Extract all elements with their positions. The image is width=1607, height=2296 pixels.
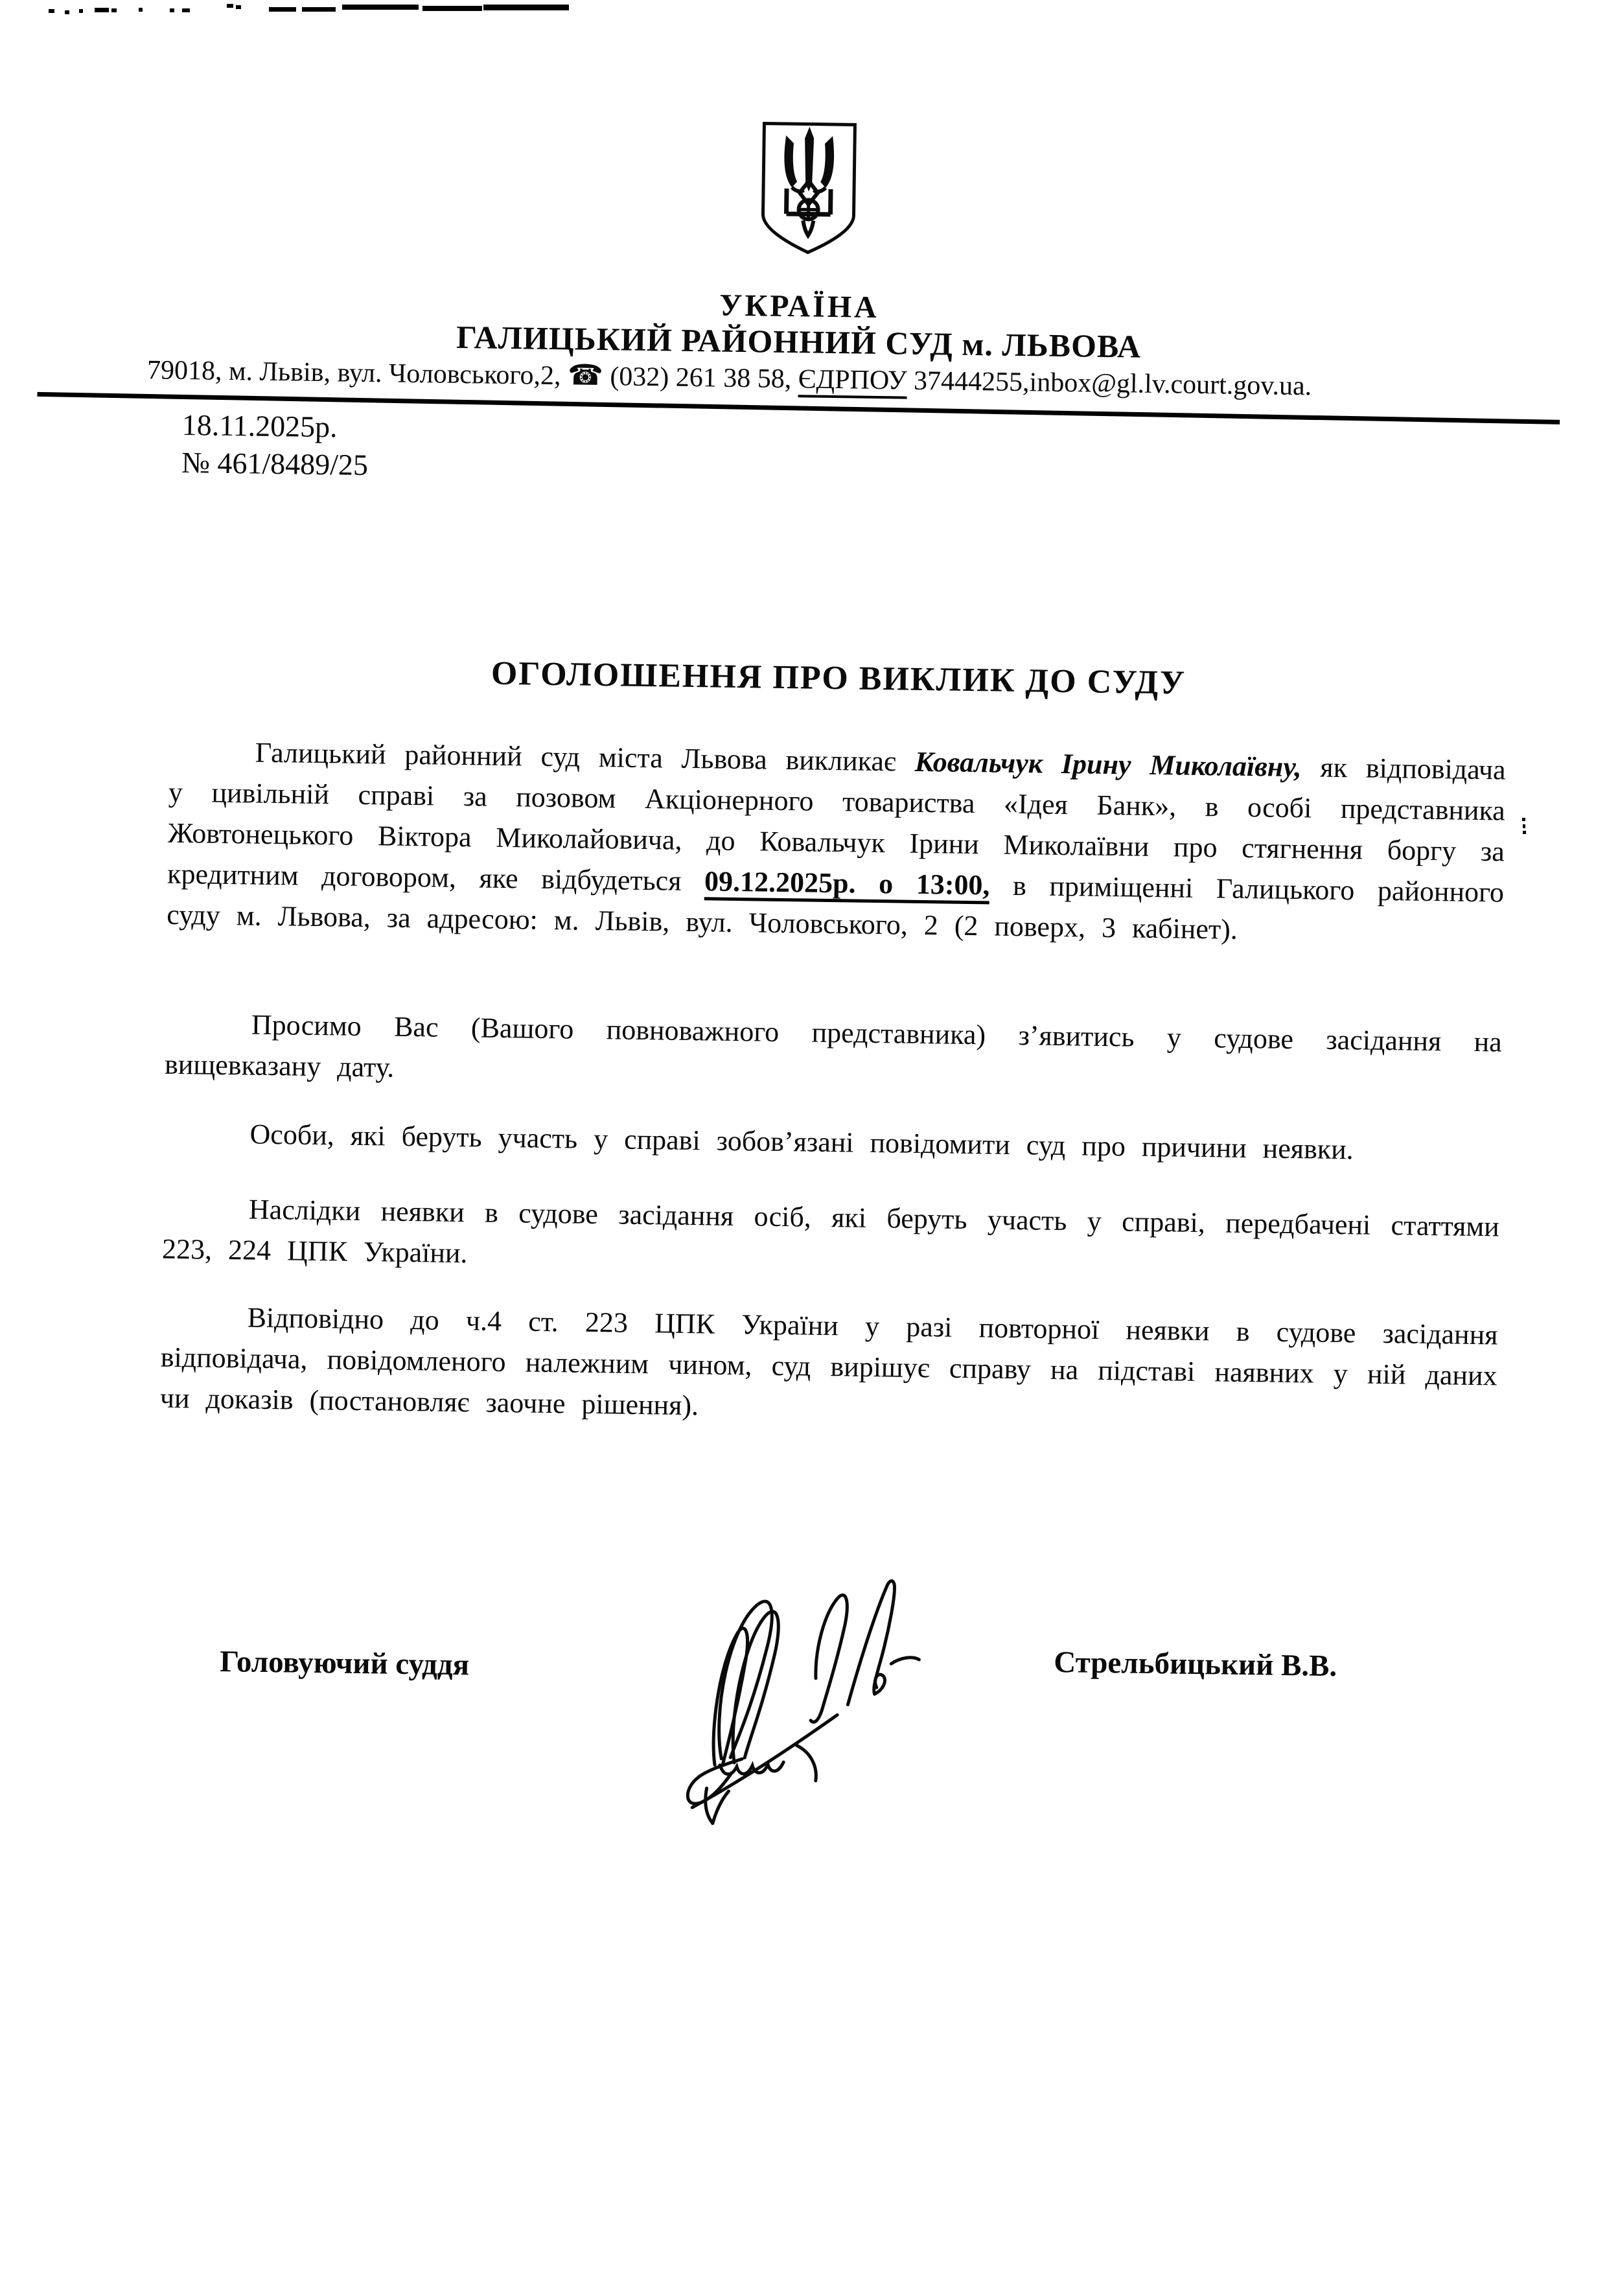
case-number: № 461/8489/25 [181, 445, 369, 481]
phone-number: (032) 261 38 58, [610, 362, 792, 395]
edrpou-number: 37444255, [913, 365, 1030, 398]
country-name: УКРАЇНА [719, 288, 880, 325]
coat-of-arms-icon [755, 118, 863, 259]
announcement-title: ОГОЛОШЕННЯ ПРО ВИКЛИК ДО СУДУ [491, 655, 1186, 702]
letter-date: 18.11.2025р. [181, 408, 338, 444]
handwritten-signature [658, 1549, 934, 1835]
paragraph-default-judgment: Відповідно до ч.4 ст. 223 ЦПК України у разі повторної неявки в судове засідання відповідача, повідомленого належним чином, суд вирішує справу на підставі наявних у ній даних чи доказів (постановляє заочне рішення). [159, 1301, 1498, 1422]
email-text: inbox@gl.lv.court.gov.ua. [1029, 367, 1312, 402]
paragraph-duty-to-notify: Особи, які беруть участь у справі зобов’язані повідомити суд про причини неявки. [249, 1118, 1354, 1166]
hearing-datetime: 09.12.2025р. о 13:00, [704, 865, 990, 904]
summons-tail: в приміщенні Галицького районного суду м. Львова, за адресою: м. Львів, вул. Чоловського, 2 (2 поверх, 3 кабінет). [166, 869, 1505, 945]
paragraph-request: Просимо Вас (Вашого повноважного представника) з’явитись у судове засідання на вищевказану дату. [164, 1008, 1503, 1084]
edrpou-label: ЄДРПОУ [798, 364, 907, 399]
paragraph-summons [167, 731, 1506, 954]
address-text: 79018, м. Львів, вул. Чоловського,2, [146, 355, 561, 391]
summons-lead: Галицький районний суд міста Львова викликає [255, 736, 897, 778]
court-name: ГАЛИЦЬКИЙ РАЙОННИЙ СУД м. ЛЬВОВА [456, 318, 1142, 365]
paragraph-consequences: Наслідки неявки в судове засідання осіб, які беруть участь у справі, передбачені статтями 223, 224 ЦПК України. [161, 1193, 1500, 1270]
summons-mid: як відповідача у цивільній справі за позовом Акціонерного товариства «Ідея Банк», в особі представника Жовтонецького Віктора Миколайовича, до Ковальчук Ірини Миколаївни про стягнення боргу за кредитним договором, яке відбудеться [167, 751, 1506, 897]
signatory-role: Головуючий суддя [219, 1644, 470, 1682]
telephone-icon: ☎ [567, 358, 604, 393]
judge-name: Стрельбицький В.В. [1053, 1645, 1337, 1684]
defendant-name: Ковальчук Ірину Миколаївну, [914, 745, 1302, 783]
